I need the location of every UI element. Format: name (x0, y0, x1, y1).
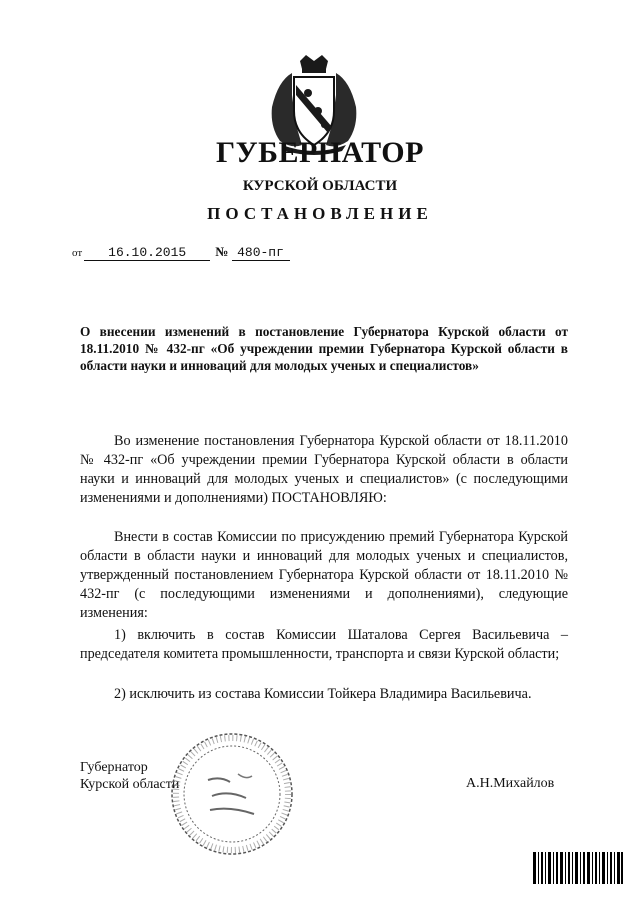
signatory-position (80, 759, 179, 793)
document-number: 480-пг (232, 245, 290, 261)
preamble-paragraph: Во изменение постановления Губернатора Курской области от 18.11.2010 № 432-пг «Об учреждении премии Губернатора Курской области в области науки и инноваций для молодых ученых и специалистов» (с последующими изменениями и дополнениями) ПОСТАНОВЛЯЮ: (80, 433, 568, 506)
signatory-position-line1: Губернатор (80, 760, 148, 775)
barcode-icon (533, 852, 623, 884)
change-item-2: 2) исключить из состава Комиссии Тойкера Владимира Васильевича. (114, 686, 532, 702)
signatory-name: А.Н.Михайлов (466, 776, 555, 791)
date-number-line (72, 244, 290, 261)
issuer-region: КУРСКОЙ ОБЛАСТИ (242, 178, 398, 194)
official-stamp-icon (168, 730, 296, 858)
document-date: 16.10.2015 (84, 245, 210, 261)
signatory-position-line2: Курской области (80, 777, 180, 792)
document-type: ПОСТАНОВЛЕНИЕ (207, 204, 433, 223)
change-item-1: 1) включить в состав Комиссии Шаталова Сергея Васильевича – председателя комитета промышленности, транспорта и связи Курской области; (80, 627, 568, 662)
document-subject: О внесении изменений в постановление Губернатора Курской области от 18.11.2010 № 432-пг «Об учреждении премии Губернатора Курской области в области науки и инноваций для молодых ученых и специалистов» (80, 324, 568, 373)
decision-paragraph: Внести в состав Комиссии по присуждению премий Губернатора Курской области в области науки и инноваций для молодых ученых и специалистов, утвержденный постановлением Губернатора Курской области от 18.11.2010 № 432-пг (с последующими изменениями и дополнениями), следующие изменения: (80, 529, 568, 621)
date-prefix: от (72, 247, 83, 259)
number-sign: № (215, 244, 229, 259)
issuer-title: ГУБЕРНАТОР (216, 136, 424, 169)
